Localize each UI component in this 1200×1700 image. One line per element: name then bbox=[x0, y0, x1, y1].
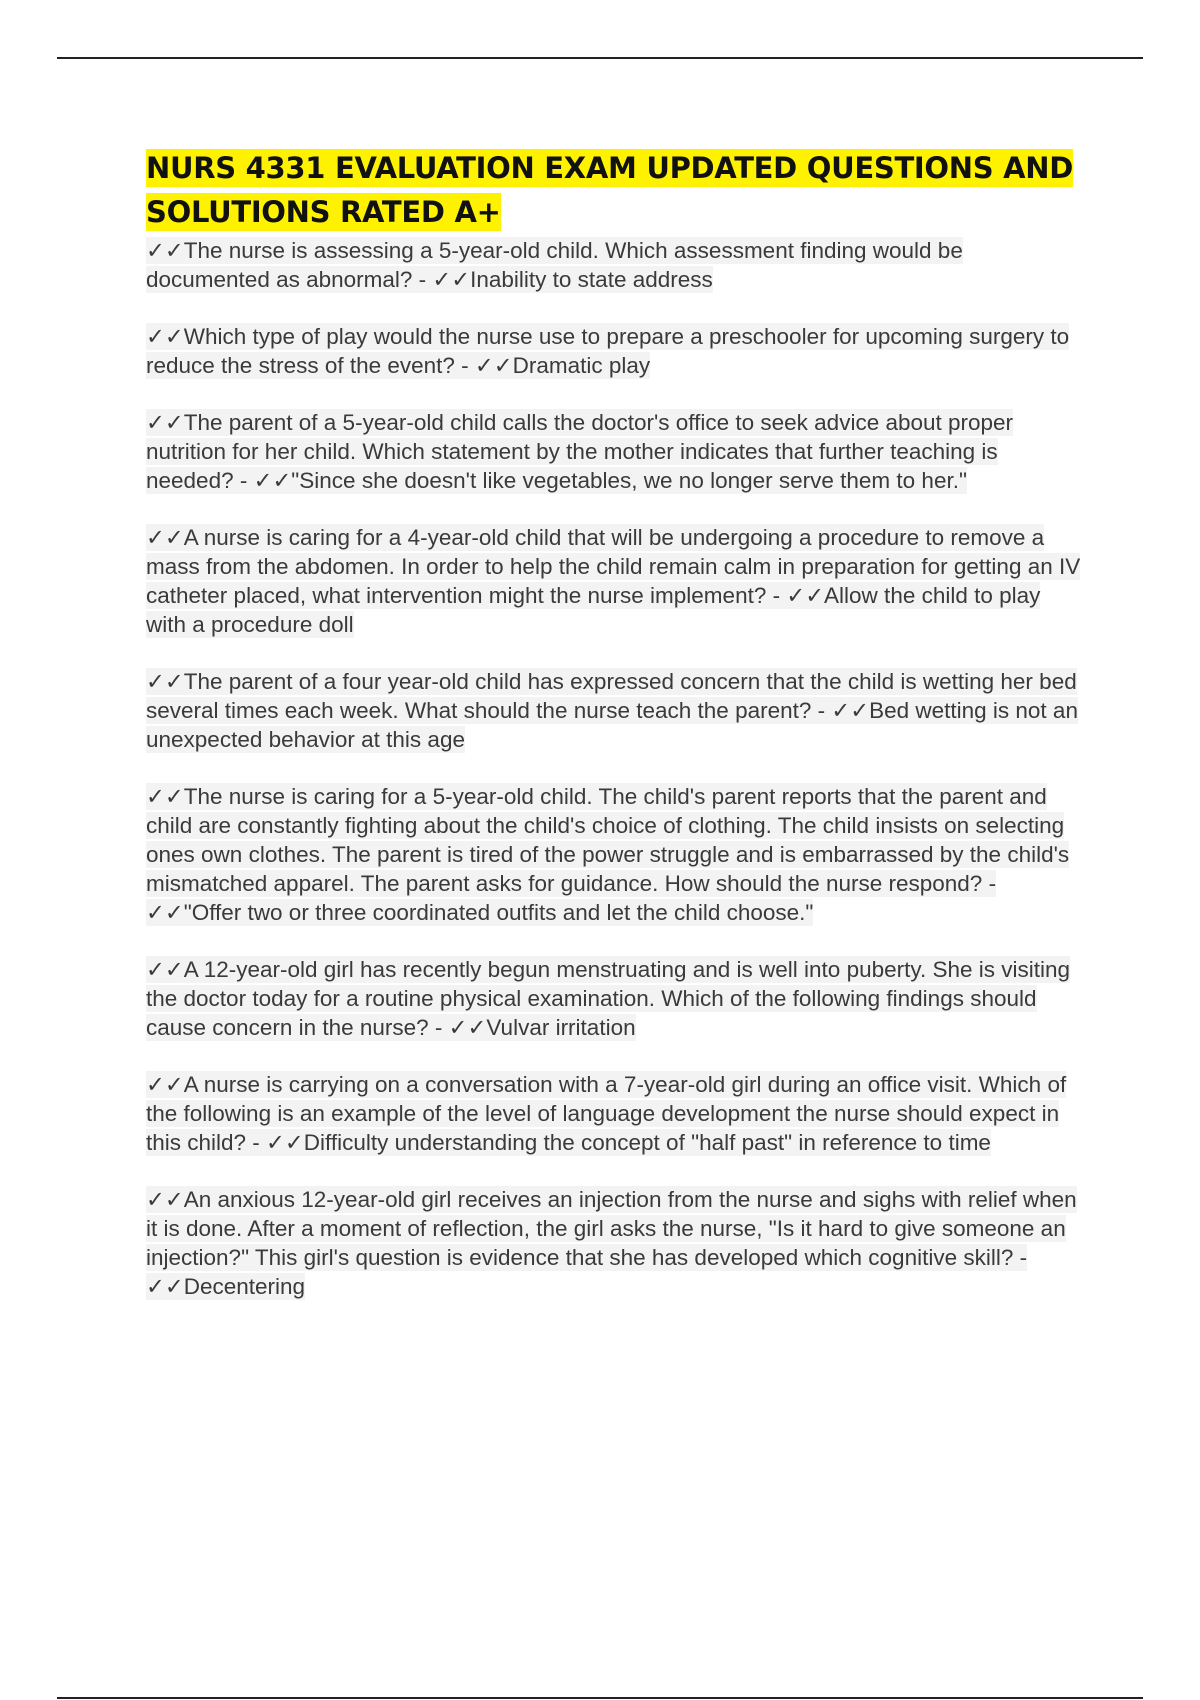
qa-item-text: ✓✓The nurse is assessing a 5-year-old child. Which assessment finding would be documented as abnormal? - ✓✓Inability to state address bbox=[146, 238, 963, 292]
qa-item-text: ✓✓Which type of play would the nurse use to prepare a preschooler for upcoming surgery to reduce the stress of the event? - ✓✓Dramatic play bbox=[146, 324, 1070, 378]
qa-item-text: ✓✓The parent of a 5-year-old child calls the doctor's office to seek advice about proper nutrition for her child. Which statement by the mother indicates that further teaching is needed? - ✓✓"Since she doesn't like vegetables, we no longer serve them to her." bbox=[146, 410, 1014, 493]
qa-item-6 bbox=[146, 782, 1086, 927]
document-title bbox=[146, 146, 1086, 234]
qa-item-text: ✓✓A 12-year-old girl has recently begun menstruating and is well into puberty. She is visiting the doctor today for a routine physical examination. Which of the following findings should cause concern in the nurse? - ✓✓Vulvar irritation bbox=[146, 957, 1071, 1040]
qa-item-text: ✓✓An anxious 12-year-old girl receives an injection from the nurse and sighs with relief when it is done. After a moment of reflection, the girl asks the nurse, "Is it hard to give someone an injection?" This girl's question is evidence that she has developed which cognitive skill? - ✓✓Decentering bbox=[146, 1187, 1077, 1299]
qa-item-1 bbox=[146, 236, 1086, 294]
qa-item-3 bbox=[146, 408, 1086, 495]
page-top-rule bbox=[57, 57, 1143, 59]
qa-item-2 bbox=[146, 322, 1086, 380]
qa-item-8 bbox=[146, 1070, 1086, 1157]
page-bottom-rule bbox=[57, 1697, 1143, 1699]
qa-item-4 bbox=[146, 523, 1086, 639]
qa-item-text: ✓✓A nurse is caring for a 4-year-old child that will be undergoing a procedure to remove a mass from the abdomen. In order to help the child remain calm in preparation for getting an IV catheter placed, what intervention might the nurse implement? - ✓✓Allow the child to play with a procedure doll bbox=[146, 525, 1081, 637]
qa-item-text: ✓✓A nurse is carrying on a conversation with a 7-year-old girl during an office visit. Which of the following is an example of the level of language development the nurse should expect in this child? - ✓✓Difficulty understanding the concept of "half past" in reference to time bbox=[146, 1072, 1067, 1155]
qa-item-text: ✓✓The nurse is caring for a 5-year-old child. The child's parent reports that the parent and child are constantly fighting about the child's choice of clothing. The child insists on selecting ones own clothes. The parent is tired of the power struggle and is embarrassed by the child's mismatched apparel. The parent asks for guidance. How should the nurse respond? - ✓✓"Offer two or three coordinated outfits and let the child choose." bbox=[146, 784, 1070, 925]
qa-item-9 bbox=[146, 1185, 1086, 1301]
document-body bbox=[146, 146, 1086, 1329]
qa-item-7 bbox=[146, 955, 1086, 1042]
document-title-text: NURS 4331 EVALUATION EXAM UPDATED QUESTIONS AND SOLUTIONS RATED A+ bbox=[146, 151, 1074, 229]
qa-item-text: ✓✓The parent of a four year-old child has expressed concern that the child is wetting her bed several times each week. What should the nurse teach the parent? - ✓✓Bed wetting is not an unexpected behavior at this age bbox=[146, 669, 1078, 752]
qa-item-5 bbox=[146, 667, 1086, 754]
